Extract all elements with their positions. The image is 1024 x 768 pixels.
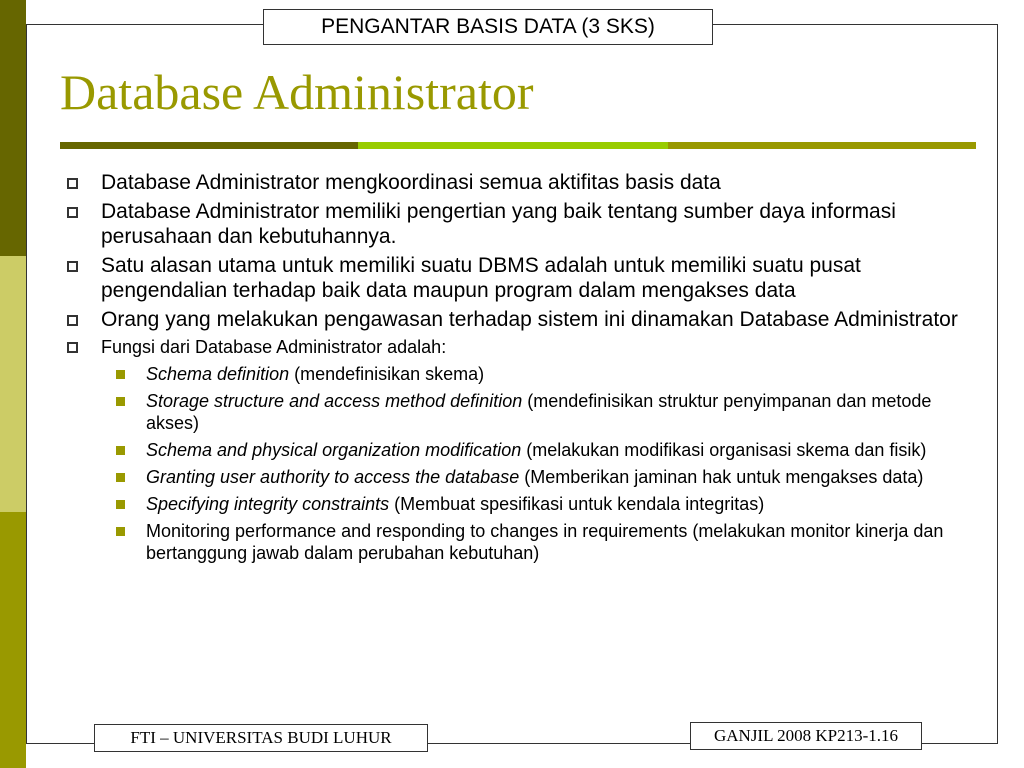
bullet-item bbox=[64, 199, 969, 249]
function-term: Granting user authority to access the database bbox=[146, 467, 520, 487]
bullet-text: Orang yang melakukan pengawasan terhadap sistem ini dinamakan Database Administrator bbox=[101, 308, 958, 331]
title-rule-green bbox=[358, 142, 668, 149]
function-term: Storage structure and access method definition bbox=[146, 391, 523, 411]
function-term: Schema and physical organization modification bbox=[146, 440, 522, 460]
solid-square-bullet-icon bbox=[116, 370, 125, 379]
bullet-text: Satu alasan utama untuk memiliki suatu DBMS adalah untuk memiliki suatu pusat pengendalian terhadap baik data maupun program dalam mengakses data bbox=[101, 254, 861, 302]
course-header: PENGANTAR BASIS DATA (3 SKS) bbox=[263, 9, 713, 45]
solid-square-bullet-icon bbox=[116, 397, 125, 406]
function-item bbox=[64, 520, 969, 564]
side-bar-bottom bbox=[0, 512, 26, 768]
bullet-item bbox=[64, 336, 969, 358]
solid-square-bullet-icon bbox=[116, 446, 125, 455]
function-desc: (melakukan modifikasi organisasi skema dan fisik) bbox=[521, 440, 927, 460]
side-bar-middle bbox=[0, 256, 26, 512]
function-term: Specifying integrity constraints bbox=[146, 494, 390, 514]
footer-institution: FTI – UNIVERSITAS BUDI LUHUR bbox=[94, 724, 428, 752]
hollow-square-bullet-icon bbox=[67, 178, 78, 189]
bullet-item bbox=[64, 170, 969, 195]
bullet-item bbox=[64, 253, 969, 303]
function-desc: (mendefinisikan struktur penyimpanan dan metode akses) bbox=[146, 391, 932, 433]
solid-square-bullet-icon bbox=[116, 500, 125, 509]
slide-content bbox=[64, 170, 969, 569]
function-desc: (mendefinisikan skema) bbox=[289, 364, 485, 384]
function-item bbox=[64, 466, 969, 488]
hollow-square-bullet-icon bbox=[67, 342, 78, 353]
function-desc: (Membuat spesifikasi untuk kendala integritas) bbox=[389, 494, 765, 514]
bullet-item bbox=[64, 307, 969, 332]
hollow-square-bullet-icon bbox=[67, 207, 78, 218]
side-bar-top bbox=[0, 0, 26, 256]
hollow-square-bullet-icon bbox=[67, 315, 78, 326]
function-desc: Monitoring performance and responding to changes in requirements (melakukan monitor kinerja dan bertanggung jawab dalam perubahan kebutuhan) bbox=[146, 521, 944, 563]
slide-title: Database Administrator bbox=[60, 64, 534, 120]
function-item bbox=[64, 363, 969, 385]
function-item bbox=[64, 439, 969, 461]
function-term: Schema definition bbox=[146, 364, 290, 384]
bullet-text: Database Administrator memiliki pengertian yang baik tentang sumber daya informasi perusahaan dan kebutuhannya. bbox=[101, 200, 896, 248]
function-item bbox=[64, 390, 969, 434]
title-rule-dark bbox=[60, 142, 358, 149]
solid-square-bullet-icon bbox=[116, 473, 125, 482]
solid-square-bullet-icon bbox=[116, 527, 125, 536]
title-rule-olive bbox=[668, 142, 976, 149]
hollow-square-bullet-icon bbox=[67, 261, 78, 272]
function-desc: (Memberikan jaminan hak untuk mengakses data) bbox=[519, 467, 924, 487]
bullet-text: Database Administrator mengkoordinasi semua aktifitas basis data bbox=[101, 171, 721, 194]
footer-slide-code: GANJIL 2008 KP213-1.16 bbox=[690, 722, 922, 750]
bullet-text: Fungsi dari Database Administrator adalah: bbox=[101, 337, 447, 357]
function-item bbox=[64, 493, 969, 515]
